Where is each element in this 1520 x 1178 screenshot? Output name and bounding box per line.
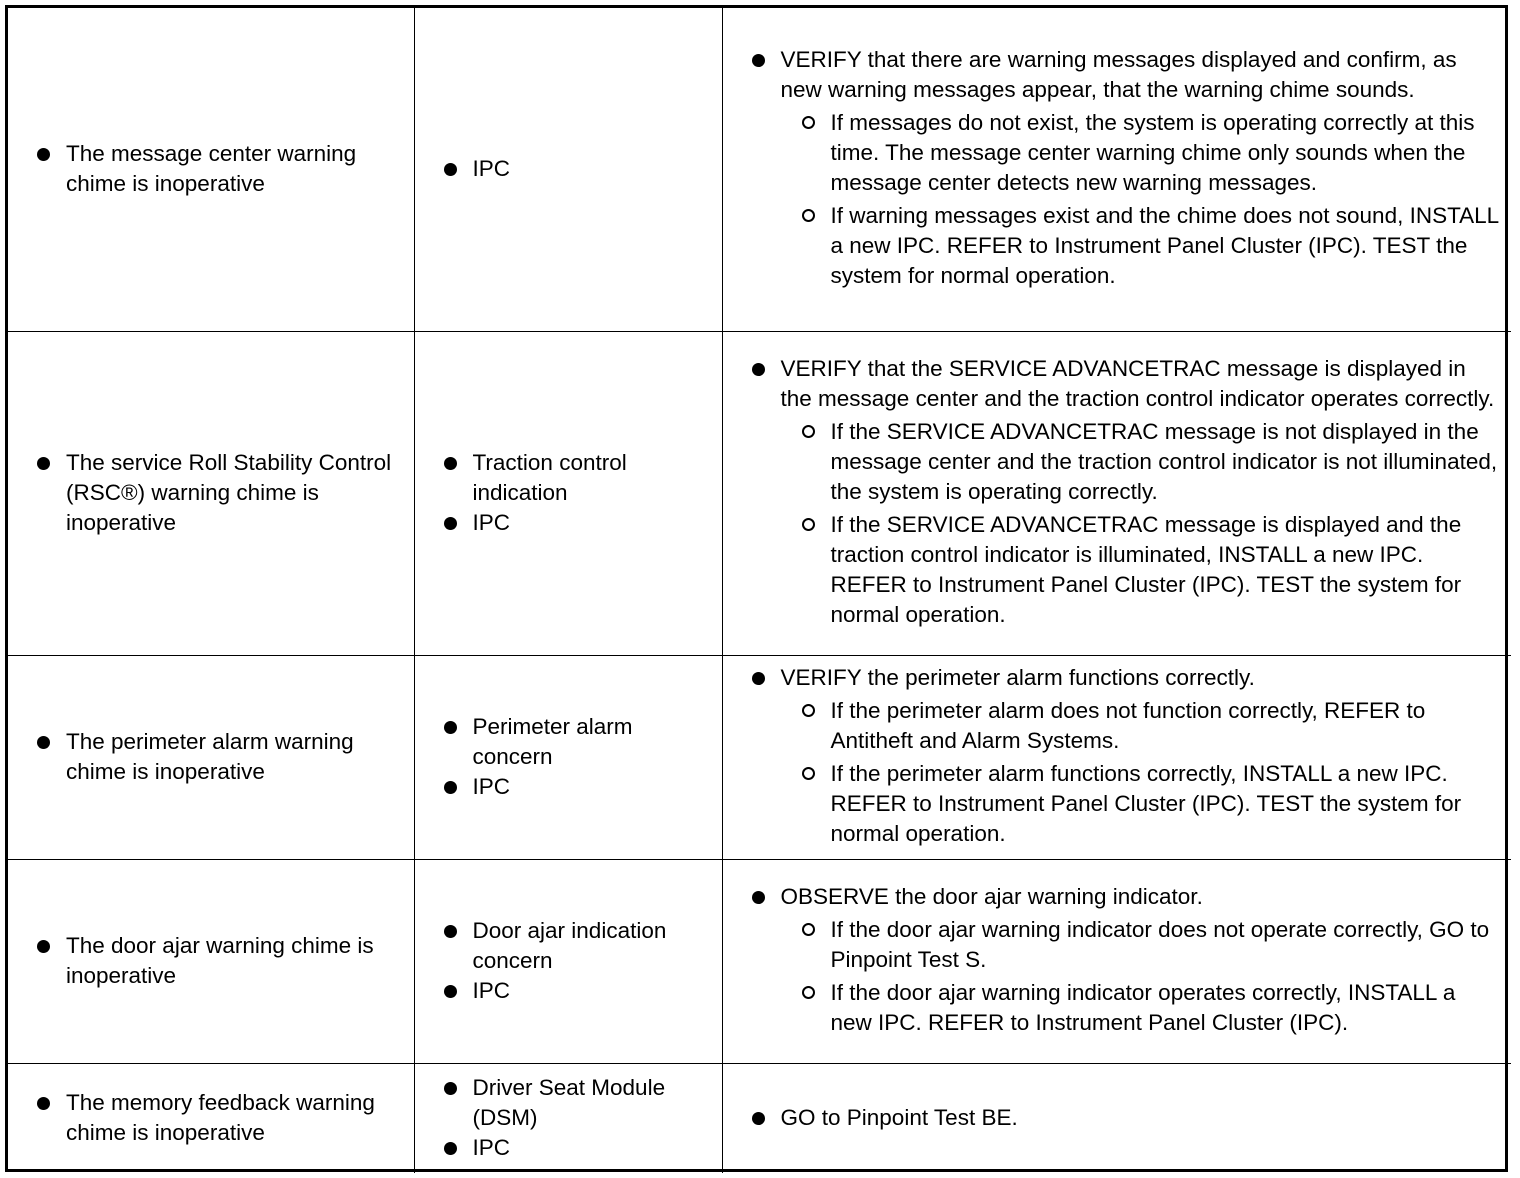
source-item: IPC — [441, 976, 708, 1006]
source-item: Door ajar indication concern — [441, 916, 708, 976]
action-cell — [722, 1063, 1511, 1173]
action-sub-item: If the door ajar warning indicator does not operate correctly, GO to Pinpoint Test S. — [799, 915, 1502, 975]
source-item: Perimeter alarm concern — [441, 712, 708, 772]
source-cell — [414, 331, 722, 655]
condition-text: The memory feedback warning chime is inoperative — [34, 1088, 400, 1148]
action-sub-item: If messages do not exist, the system is operating correctly at this time. The message center warning chime only sounds when the message center detects new warning messages. — [799, 108, 1502, 198]
condition-cell — [8, 655, 414, 859]
source-cell — [414, 859, 722, 1063]
symptom-chart-table — [8, 8, 1511, 1173]
source-cell — [414, 655, 722, 859]
action-cell — [722, 331, 1511, 655]
source-cell — [414, 8, 722, 331]
action-main — [749, 882, 1502, 1038]
condition-text: The service Roll Stability Control (RSC®) warning chime is inoperative — [34, 448, 400, 538]
action-cell — [722, 859, 1511, 1063]
source-item: IPC — [441, 154, 708, 184]
action-main-text: VERIFY that the SERVICE ADVANCETRAC message is displayed in the message center and the traction control indicator operates correctly. — [780, 355, 1495, 411]
source-cell — [414, 1063, 722, 1173]
condition-text: The perimeter alarm warning chime is inoperative — [34, 727, 400, 787]
action-sub-item: If the perimeter alarm functions correctly, INSTALL a new IPC. REFER to Instrument Panel Cluster (IPC). TEST the system for normal operation. — [799, 759, 1502, 849]
action-sub-item: If warning messages exist and the chime does not sound, INSTALL a new IPC. REFER to Instrument Panel Cluster (IPC). TEST the system for normal operation. — [799, 201, 1502, 291]
source-item: IPC — [441, 772, 708, 802]
condition-text: The door ajar warning chime is inoperative — [34, 931, 400, 991]
condition-cell — [8, 859, 414, 1063]
condition-cell — [8, 331, 414, 655]
source-item: Traction control indication — [441, 448, 708, 508]
action-sub-item: If the SERVICE ADVANCETRAC message is not displayed in the message center and the traction control indicator is not illuminated, the system is operating correctly. — [799, 417, 1502, 507]
action-main — [749, 45, 1502, 291]
action-main — [749, 354, 1502, 630]
table-row — [8, 331, 1511, 655]
table-row — [8, 8, 1511, 331]
action-main-text: VERIFY that there are warning messages displayed and confirm, as new warning messages appear, that the warning chime sounds. — [780, 46, 1457, 102]
action-sub-item: If the perimeter alarm does not function correctly, REFER to Antitheft and Alarm Systems. — [799, 696, 1502, 756]
condition-cell — [8, 1063, 414, 1173]
action-sub-item: If the door ajar warning indicator operates correctly, INSTALL a new IPC. REFER to Instrument Panel Cluster (IPC). — [799, 978, 1502, 1038]
condition-cell — [8, 8, 414, 331]
action-main — [749, 663, 1502, 849]
source-item: Driver Seat Module (DSM) — [441, 1073, 708, 1133]
action-main-text: VERIFY the perimeter alarm functions correctly. — [780, 664, 1255, 690]
condition-text: The message center warning chime is inoperative — [34, 139, 400, 199]
action-main — [749, 1103, 1502, 1133]
action-cell — [722, 8, 1511, 331]
symptom-chart-sheet — [5, 5, 1508, 1172]
table-row — [8, 859, 1511, 1063]
source-item: IPC — [441, 1133, 708, 1163]
action-main-text: OBSERVE the door ajar warning indicator. — [780, 883, 1203, 909]
action-cell — [722, 655, 1511, 859]
action-sub-item: If the SERVICE ADVANCETRAC message is displayed and the traction control indicator is illuminated, INSTALL a new IPC. REFER to Instrument Panel Cluster (IPC). TEST the system for normal operation. — [799, 510, 1502, 630]
table-row — [8, 655, 1511, 859]
action-main-text: GO to Pinpoint Test BE. — [780, 1105, 1018, 1131]
source-item: IPC — [441, 508, 708, 538]
table-row — [8, 1063, 1511, 1173]
